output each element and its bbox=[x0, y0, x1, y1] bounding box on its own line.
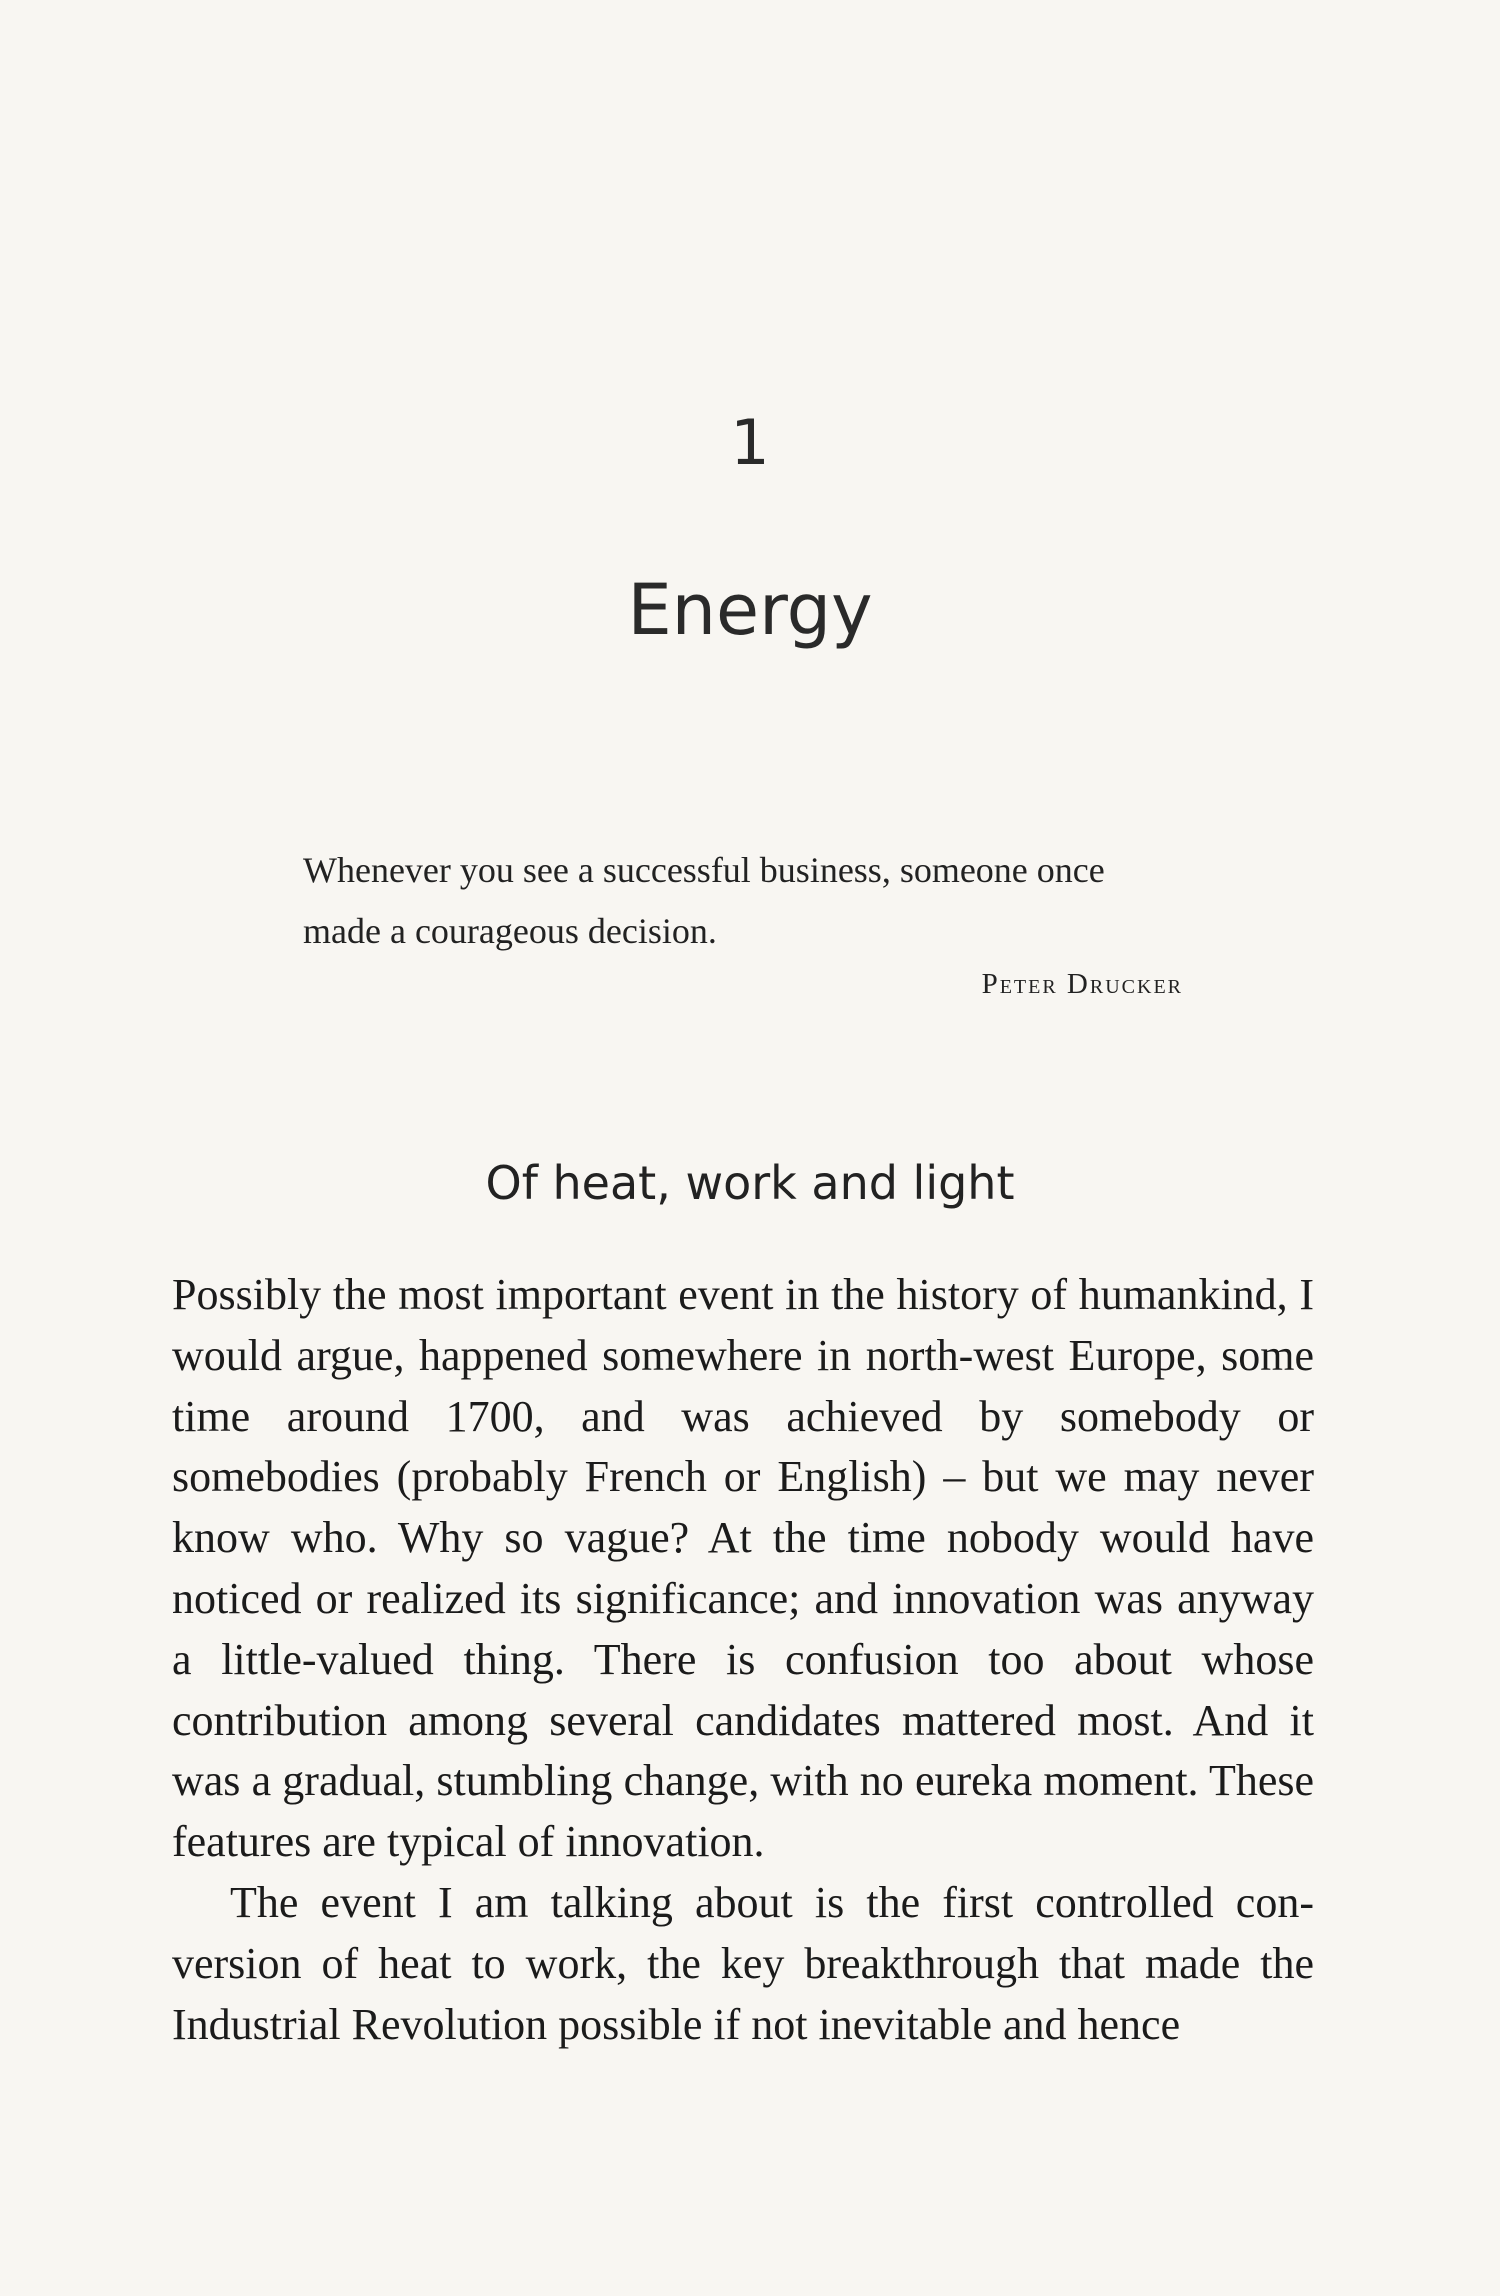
paragraph: The event I am talking about is the first controlled conversion of heat to work, the key breakthrough that made the Industrial Revolution possible if not inevitable and hence bbox=[172, 1877, 1314, 2049]
epigraph-author: Peter Drucker bbox=[981, 968, 1183, 1000]
paragraph: Possibly the most important event in the history of humankind, I would argue, happened somewhere in north-west Europe, some time around 1700, and was achieved by somebody or somebodies (probably French or English) – but we may never know who. Why so vague? At the time nobody would have noticed or realized its significance; and innovation was anyway a little-valued thing. There is confusion too about whose contribution among several candidates mattered most. And it was a gradual, stumbling change, with no eureka moment. These features are typical of innovation. bbox=[172, 1270, 1314, 1867]
section-heading: Of heat, work and light bbox=[485, 1156, 1015, 1210]
body-text bbox=[172, 1265, 1314, 2055]
chapter-title: Energy bbox=[627, 569, 873, 651]
chapter-number: 1 bbox=[730, 406, 770, 479]
epigraph-quote: Whenever you see a successful business, someone once made a courageous decision. bbox=[303, 850, 1105, 951]
